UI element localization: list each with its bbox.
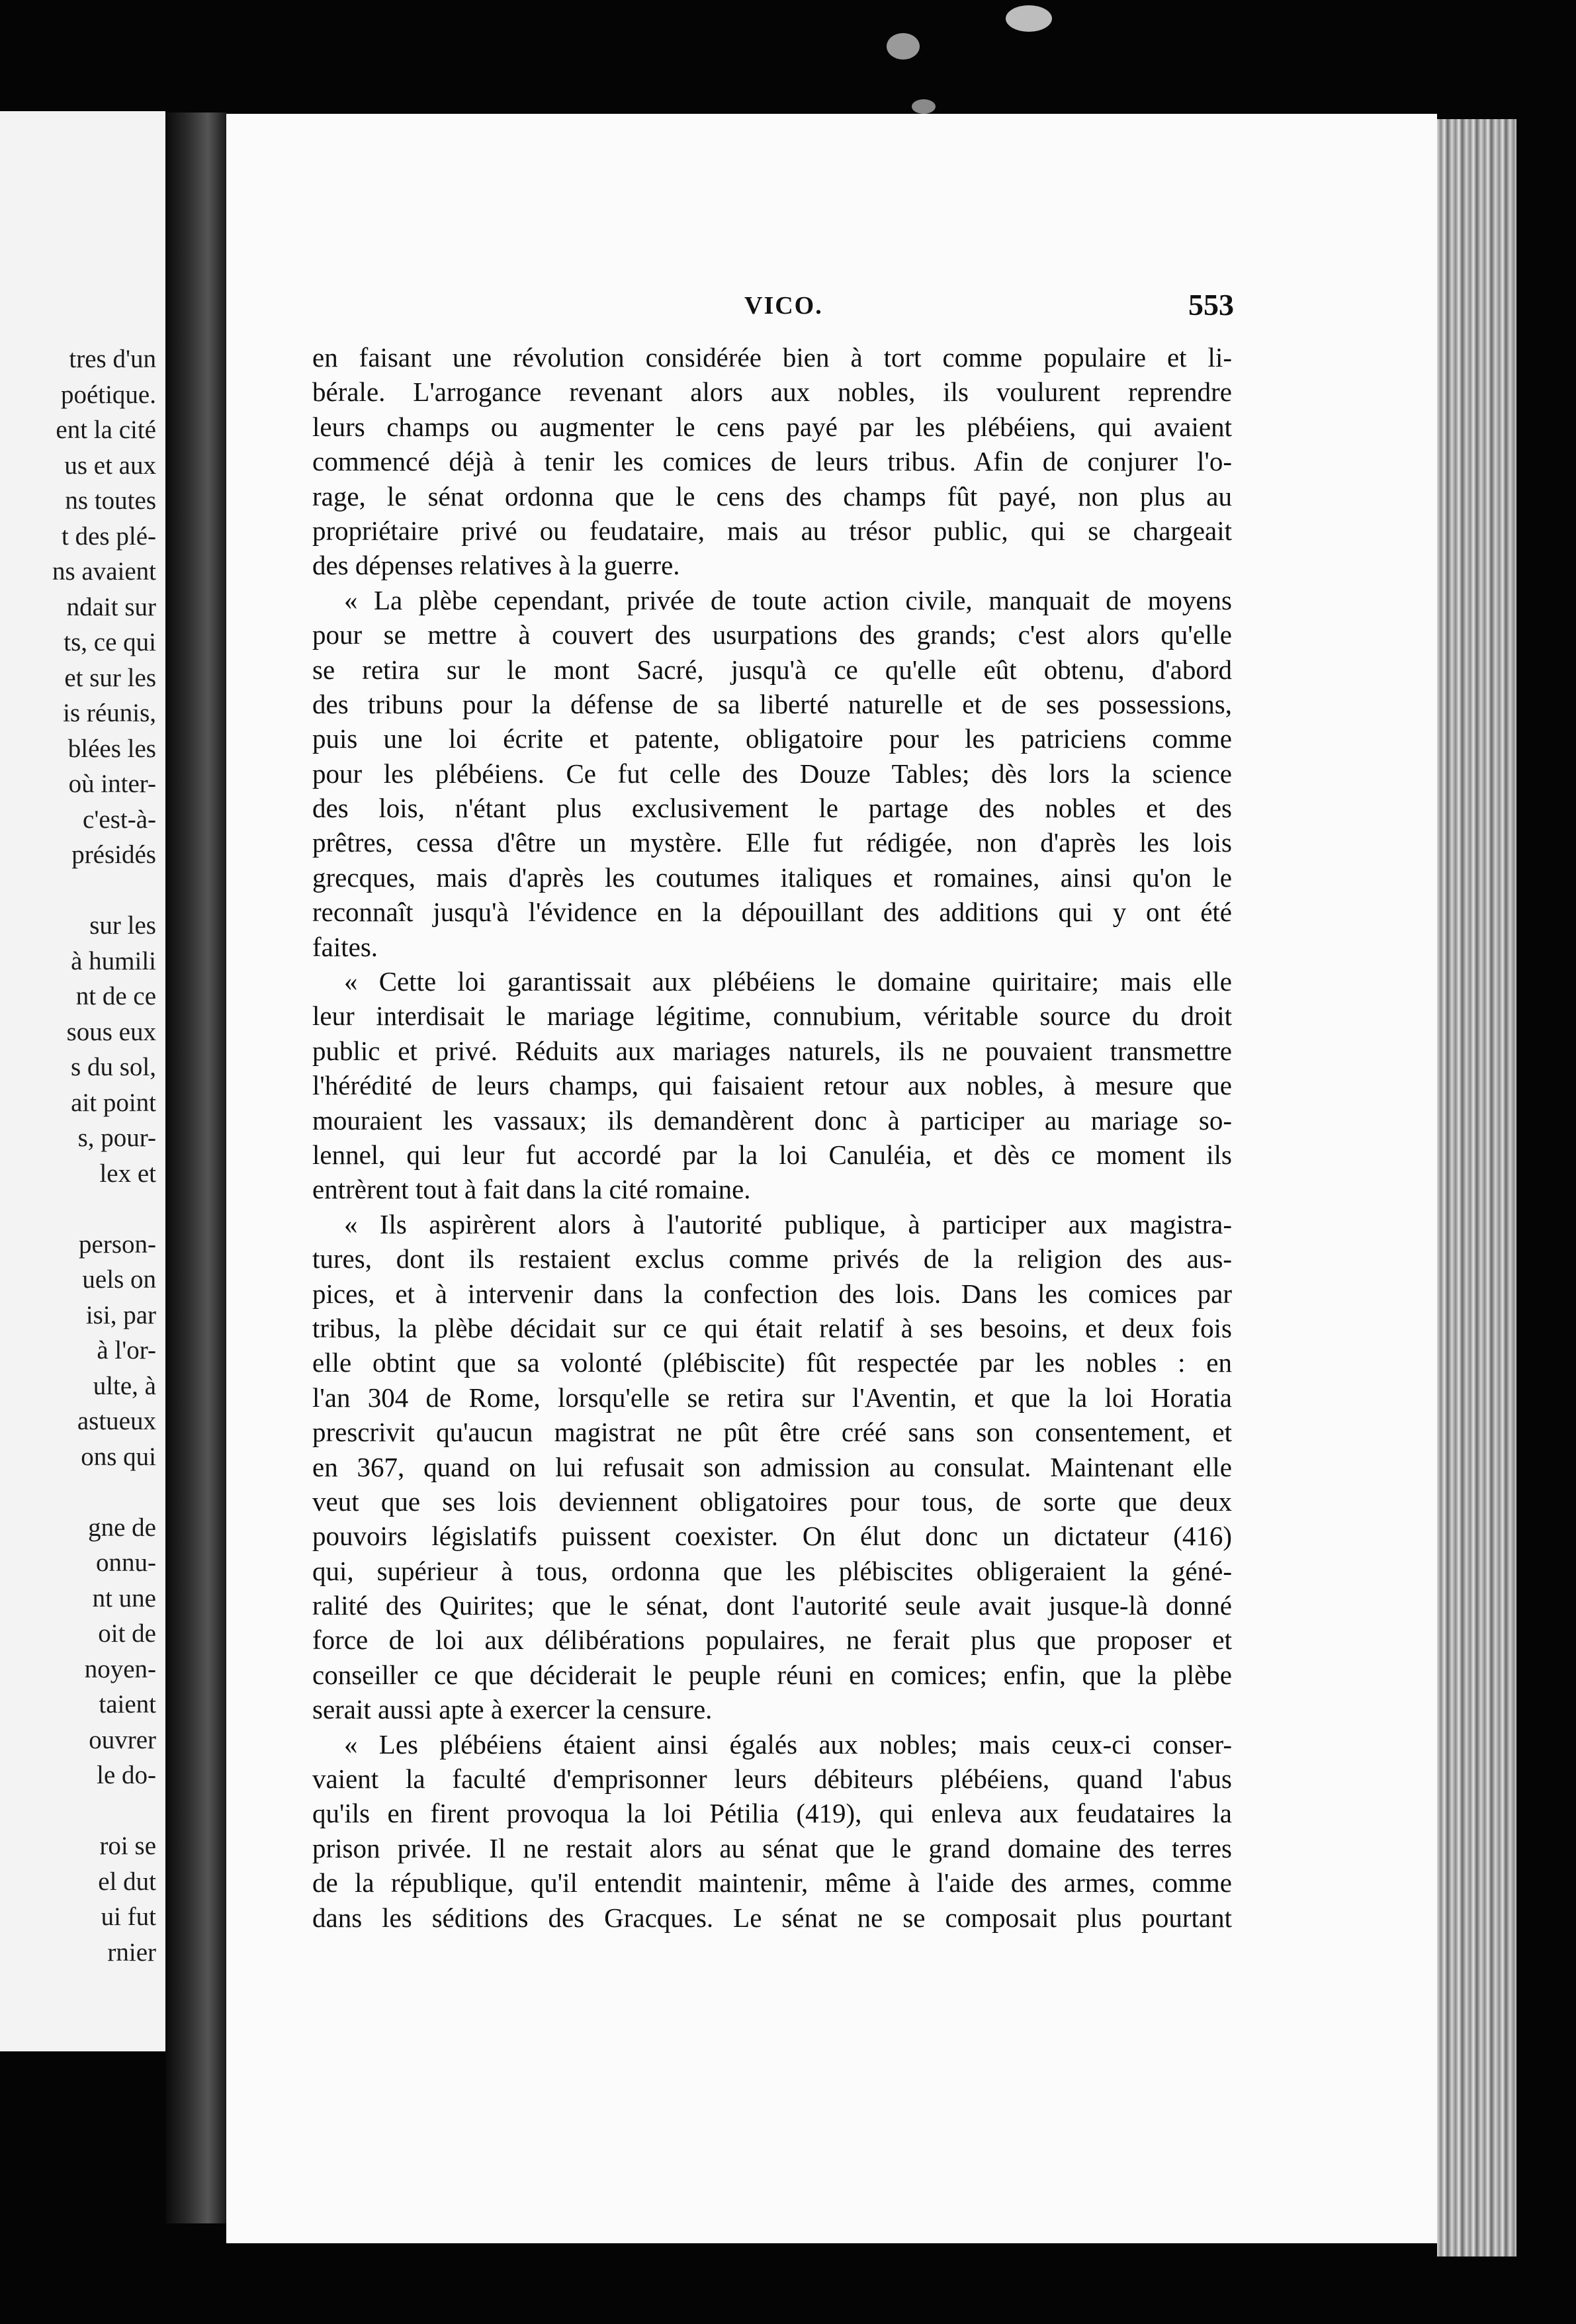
left-page xyxy=(0,111,165,2051)
left-page-line: t des plé- xyxy=(62,521,156,551)
text-line: en 367, quand on lui refusait son admission au consulat. Maintenant elle xyxy=(312,1451,1232,1482)
left-page-line: el dut xyxy=(98,1867,156,1896)
page-number: 553 xyxy=(1188,288,1234,322)
text-line: ralité des Quirites; que le sénat, dont l'autorité seule avait jusque-là donné xyxy=(312,1590,1232,1621)
text-line: commencé déjà à tenir les comices de leurs tribus. Afin de conjurer l'o- xyxy=(312,446,1232,477)
text-line: dans les séditions des Gracques. Le sénat ne se composait plus pourtant xyxy=(312,1902,1232,1933)
text-line: qu'ils en firent provoqua la loi Pétilia (419), qui enleva aux feudataires la xyxy=(312,1798,1232,1829)
text-line: lennel, qui leur fut accordé par la loi Canuléia, et dès ce moment ils xyxy=(312,1139,1232,1170)
text-line: leurs champs ou augmenter le cens payé par les plébéiens, qui avaient xyxy=(312,411,1232,442)
left-page-line: s du sol, xyxy=(71,1053,156,1081)
page-edges xyxy=(1437,119,1516,2257)
left-page-line xyxy=(52,873,156,909)
running-head xyxy=(314,288,1234,328)
left-page-line: à humili xyxy=(71,946,156,975)
main-text xyxy=(312,340,1232,1935)
text-line: tures, dont ils restaient exclus comme privés de la religion des aus- xyxy=(312,1243,1232,1274)
left-page-line: ulte, à xyxy=(93,1371,156,1400)
left-page-line: ts, ce qui xyxy=(64,628,156,656)
text-line: public et privé. Réduits aux mariages naturels, ils ne pouvaient transmettre xyxy=(312,1035,1232,1066)
text-line: des dépenses relatives à la guerre. xyxy=(312,550,680,581)
text-line: de la république, qu'il entendit maintenir, même à l'aide des armes, comme xyxy=(312,1867,1232,1899)
left-page-line: ouvrer xyxy=(89,1725,156,1754)
text-line: prêtres, cessa d'être un mystère. Elle fut rédigée, non d'après les lois xyxy=(312,827,1232,858)
left-page-line xyxy=(52,1793,156,1829)
text-line: entrèrent tout à fait dans la cité romaine. xyxy=(312,1174,751,1205)
scan-speck xyxy=(887,33,920,60)
left-page-line xyxy=(52,1191,156,1227)
text-line: conseiller ce que déciderait le peuple réuni en comices; enfin, que la plèbe xyxy=(312,1659,1232,1690)
left-page-line: isi, par xyxy=(85,1300,156,1329)
left-page-line: ui fut xyxy=(101,1902,156,1931)
text-line: des lois, n'étant plus exclusivement le partage des nobles et des xyxy=(312,793,1232,824)
text-line: prison privée. Il ne restait alors au sénat que le grand domaine des terres xyxy=(312,1832,1232,1863)
left-page-line: le do- xyxy=(97,1761,156,1789)
book-gutter xyxy=(165,112,226,2223)
left-page-line: blées les xyxy=(67,734,156,763)
left-page-line: astueux xyxy=(77,1407,156,1435)
left-page-line: s, pour- xyxy=(77,1124,156,1152)
text-line: serait aussi apte à exercer la censure. xyxy=(312,1694,713,1725)
text-line: « Ils aspirèrent alors à l'autorité publique, à participer aux magistra- xyxy=(344,1208,1232,1239)
text-line: prescrivit qu'aucun magistrat ne pût être créé sans son consentement, et xyxy=(312,1417,1232,1448)
left-page-line: gne de xyxy=(88,1513,156,1542)
left-page-line: présidés xyxy=(71,840,156,869)
text-line: l'hérédité de leurs champs, qui faisaient retour aux nobles, à mesure que xyxy=(312,1070,1232,1101)
left-page-line: à l'or- xyxy=(97,1336,156,1364)
left-page-line: oit de xyxy=(98,1619,156,1648)
text-line: faites. xyxy=(312,931,378,962)
left-page-line: roi se xyxy=(99,1832,156,1860)
running-title: VICO. xyxy=(744,292,823,320)
left-page-line: ns avaient xyxy=(52,557,156,586)
left-page-line: onnu- xyxy=(96,1548,156,1577)
text-line: leur interdisait le mariage légitime, connubium, véritable source du droit xyxy=(312,1001,1232,1032)
text-line: qui, supérieur à tous, ordonna que les plébiscites obligeraient la géné- xyxy=(312,1555,1232,1586)
left-page-line: ent la cité xyxy=(56,416,156,444)
text-line: grecques, mais d'après les coutumes italiques et romaines, ainsi qu'on le xyxy=(312,862,1232,893)
left-page-line: poétique. xyxy=(60,380,156,409)
scan-speck xyxy=(912,99,936,114)
left-page-text xyxy=(52,341,156,1970)
text-line: force de loi aux délibérations populaires, ne ferait plus que proposer et xyxy=(312,1625,1232,1656)
left-page-line: us et aux xyxy=(64,451,156,480)
text-line: rage, le sénat ordonna que le cens des champs fût payé, non plus au xyxy=(312,480,1232,512)
text-line: elle obtint que sa volonté (plébiscite) fût respectée par les nobles : en xyxy=(312,1347,1232,1378)
left-page-line xyxy=(52,1474,156,1510)
left-page-line: où inter- xyxy=(68,770,156,798)
scan-speck xyxy=(1006,5,1052,32)
text-line: veut que ses lois deviennent obligatoires pour tous, de sorte que deux xyxy=(312,1486,1232,1517)
text-line: bérale. L'arrogance revenant alors aux nobles, ils voulurent reprendre xyxy=(312,377,1232,408)
text-line: pouvoirs législatifs puissent coexister. On élut donc un dictateur (416) xyxy=(312,1521,1232,1552)
left-page-line: c'est-à- xyxy=(83,805,156,834)
text-line: propriétaire privé ou feudataire, mais au trésor public, qui se chargeait xyxy=(312,515,1232,546)
text-line: tribus, la plèbe décidait sur ce qui était relatif à ses besoins, et deux fois xyxy=(312,1312,1232,1343)
text-line: en faisant une révolution considérée bien à tort comme populaire et li- xyxy=(312,342,1232,373)
left-page-line: tres d'un xyxy=(69,345,156,373)
text-line: « La plèbe cependant, privée de toute action civile, manquait de moyens xyxy=(344,584,1232,615)
left-page-line: uels on xyxy=(82,1265,156,1294)
text-line: vaient la faculté d'emprisonner leurs débiteurs plébéiens, quand l'abus xyxy=(312,1764,1232,1795)
left-page-line: sur les xyxy=(89,911,156,940)
left-page-line: et sur les xyxy=(64,663,156,692)
text-line: « Les plébéiens étaient ainsi égalés aux nobles; mais ceux-ci conser- xyxy=(344,1728,1232,1760)
text-line: pices, et à intervenir dans la confection des lois. Dans les comices par xyxy=(312,1278,1232,1309)
left-page-line: sous eux xyxy=(66,1017,156,1046)
left-page-line: nt de ce xyxy=(75,982,156,1010)
left-page-line: ns toutes xyxy=(65,486,156,515)
text-line: « Cette loi garantissait aux plébéiens le domaine quiritaire; mais elle xyxy=(344,966,1232,997)
text-line: l'an 304 de Rome, lorsqu'elle se retira sur l'Aventin, et que la loi Horatia xyxy=(312,1382,1232,1413)
text-line: des tribuns pour la défense de sa liberté naturelle et de ses possessions, xyxy=(312,688,1232,719)
text-line: pour les plébéiens. Ce fut celle des Douze Tables; dès lors la science xyxy=(312,758,1232,789)
left-page-line: ndait sur xyxy=(66,592,156,621)
text-line: pour se mettre à couvert des usurpations des grands; c'est alors qu'elle xyxy=(312,619,1232,650)
text-line: mouraient les vassaux; ils demandèrent donc à participer au mariage so- xyxy=(312,1104,1232,1136)
left-page-line: taient xyxy=(99,1690,156,1719)
left-page-line: ons qui xyxy=(81,1442,156,1471)
left-page-line: ait point xyxy=(71,1088,156,1117)
left-page-line: is réunis, xyxy=(63,699,156,727)
left-page-line: person- xyxy=(79,1229,156,1259)
left-page-line: lex et xyxy=(99,1159,156,1188)
left-page-line: noyen- xyxy=(84,1654,156,1683)
text-line: reconnaît jusqu'à l'évidence en la dépouillant des additions qui y ont été xyxy=(312,897,1232,928)
text-line: puis une loi écrite et patente, obligatoire pour les patriciens comme xyxy=(312,723,1232,754)
left-page-line: nt une xyxy=(92,1584,156,1613)
text-line: se retira sur le mont Sacré, jusqu'à ce qu'elle eût obtenu, d'abord xyxy=(312,654,1232,685)
left-page-line: rnier xyxy=(107,1938,156,1967)
